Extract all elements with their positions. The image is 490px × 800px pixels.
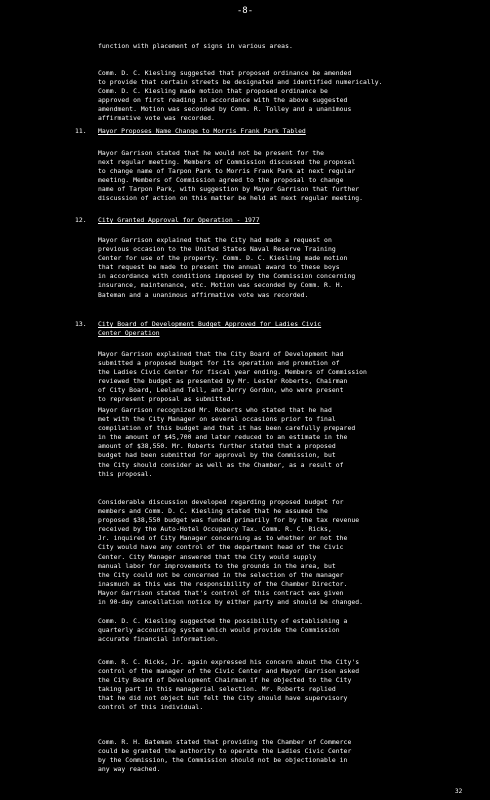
paragraph-7: Considerable discussion developed regarding proposed budget for members and Comm. D. C. Kiesling stated that he assumed the proposed $38,550 budget was funded primarily for by the tax revenue received by the Auto-Hotel Occupancy Tax. Comm. R. C. Ricks, Jr. inquired of City Manager concerning as to whether or not the City would have any control of the department head of the Civic Center. City Manager answered that the City would supply manual labor for improvements to the grounds in the area, but the City could not be concerned in the selection of the manager inasmuch as this was the responsibility of the Chamber Director. Mayor Garrison stated that's control of this contract was given in 90-day cancellation notice by either party and should be changed. [98,498,364,607]
item-title-11: Mayor Proposes Name Change to Morris Frank Park Tabled [98,127,306,135]
paragraph-8: Comm. D. C. Kiesling suggested the possibility of establishing a quarterly accounting system which would provide the Commission accurate financial information. [98,617,348,644]
paragraph-9: Comm. R. C. Ricks, Jr. again expressed his concern about the City's control of the manager of the Civic Center and Mayor Garrison asked the City Board of Development Chairman if he objected to the City taking part in this managerial selection. Mr. Roberts replied that he did not object but felt the City should have supervisory control of this individual. [98,658,360,712]
item-number-12: 12. [75,216,87,224]
corner-mark: 32 [455,788,463,795]
item-number-11: 11. [75,127,87,135]
item-title-13: City Board of Development Budget Approved for Ladies Civic Center Operation [98,320,322,338]
item-title-12: City Granted Approval for Operation - 1977 [98,216,260,224]
paragraph-1: function with placement of signs in various areas. [98,42,293,50]
paragraph-6: Mayor Garrison recognized Mr. Roberts who stated that he had met with the City Manager on several occasions prior to final compilation of this budget and that it has been carefully prepared in the amount of $45,700 and later reduced to an estimate in the amount of $38,550. Mr. Roberts further stated that a proposed budget had been submitted for approval by the Commission, but the City should consider as well as the Chamber, as a result of this proposal. [98,406,356,478]
paragraph-4: Mayor Garrison explained that the City had made a request on previous occasion to the United States Naval Reserve Training Center for use of the property. Comm. D. C. Kiesling made motion that request be made to present the annual award to these boys in accordance with conditions imposed by the Commission concerning insurance, maintenance, etc. Motion was seconded by Comm. R. H. Bateman and a unanimous affirmative vote was recorded. [98,236,356,299]
paragraph-3: Mayor Garrison stated that he would not be present for the next regular meeting. Members of Commission discussed the proposal to change name of Tarpon Park to Morris Frank Park at next regular meeting. Members of Commission agreed to the proposal to change name of Tarpon Park, with suggestion by Mayor Garrison that further discussion of action on this matter be held at next regular meeting. [98,149,364,203]
paragraph-10: Comm. R. H. Bateman stated that providing the Chamber of Commerce could be granted the authority to operate the Ladies Civic Center by the Commission, the Commission should not be objectionable in any way reached. [98,738,352,774]
item-number-13: 13. [75,320,87,328]
paragraph-5: Mayor Garrison explained that the City Board of Development had submitted a proposed budget for its operation and promotion of the Ladies Civic Center for fiscal year ending. Members of Commission reviewed the budget as presented by Mr. Lester Roberts, Chairman of City Board, Leeland Tell, and Jerry Gordon, who were present to represent proposal as submitted. [98,350,367,404]
page-number: -8- [236,6,254,16]
paragraph-2: Comm. D. C. Kiesling suggested that proposed ordinance be amended to provide that certain streets be designated and identified numerically. Comm. D. C. Kiesling made motion that proposed ordinance be approved on first reading in accordance with the above suggested amendment. Motion was seconded by Comm. R. Tolley and a unanimous affirmative vote was recorded. [98,69,383,123]
